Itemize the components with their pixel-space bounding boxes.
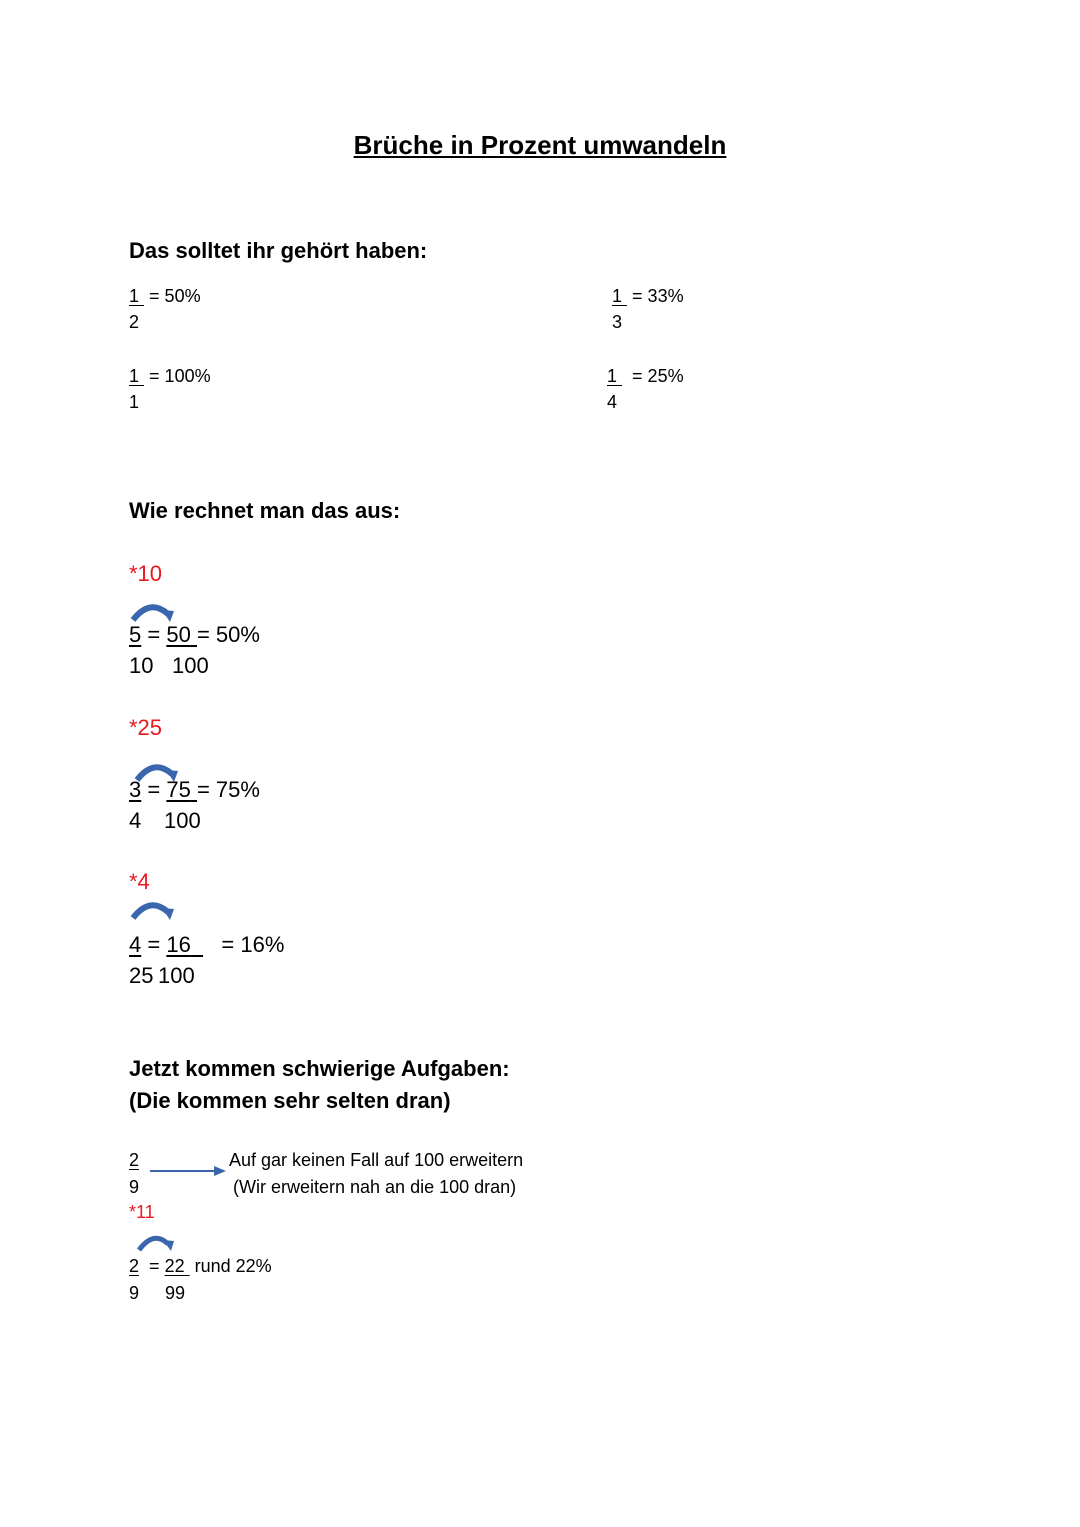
equals: = [147,932,161,957]
numerator-1: 2 [129,1256,140,1276]
denominator: 1 [129,392,140,412]
numerator-2: 50 [166,622,191,647]
numerator-2: 75 [166,777,191,802]
note-line-2: (Wir erweitern nah an die 100 dran) [233,1177,517,1197]
numerator: 1 [129,286,140,306]
denominator-2: 99 [165,1283,186,1303]
result: = 100% [149,366,211,386]
result: = 50% [196,622,260,647]
equals: = [147,622,161,647]
equals: = [147,777,161,802]
numerator-2: 22 [164,1256,185,1276]
denominator: 3 [612,312,623,332]
numerator-1: 5 [129,622,142,647]
denominator-1: 25 [129,963,154,988]
curved-arrow-icon [134,1232,178,1252]
denominator-2: 100 [172,653,209,678]
denominator-1: 4 [129,808,142,833]
factor-label: *10 [129,561,163,586]
equals: = [149,1256,160,1276]
section-heading-known: Das solltet ihr gehört haben: [129,238,428,263]
note-line-1: Auf gar keinen Fall auf 100 erweitern [229,1150,524,1170]
result: = 50% [149,286,201,306]
result: = 75% [196,777,260,802]
numerator-2: 16 [166,932,191,957]
numerator-1: 3 [129,777,142,802]
curved-arrow-icon [128,600,178,624]
result: rund 22% [194,1256,272,1276]
numerator: 1 [607,366,618,386]
section-subheading-rare: (Die kommen sehr selten dran) [129,1088,451,1113]
section-heading-how: Wie rechnet man das aus: [129,498,401,523]
section-heading-hard: Jetzt kommen schwierige Aufgaben: [129,1056,510,1081]
page-title: Brüche in Prozent umwandeln [353,130,727,160]
denominator: 4 [607,392,618,412]
factor-label: *25 [129,715,163,740]
denominator-2: 100 [164,808,201,833]
denominator: 2 [129,312,140,332]
result: = 33% [632,286,684,306]
curved-arrow-icon [128,898,178,922]
denominator-2: 100 [158,963,195,988]
numerator: 1 [129,366,140,386]
denominator-1: 9 [129,1283,140,1303]
factor-label: *11 [129,1202,155,1222]
result: = 16% [221,932,285,957]
numerator: 1 [612,286,623,306]
factor-label: *4 [129,869,150,894]
numerator: 2 [129,1150,140,1170]
denominator-1: 10 [129,653,154,678]
result: = 25% [632,366,684,386]
right-arrow-icon [148,1163,228,1179]
denominator: 9 [129,1177,140,1197]
numerator-1: 4 [129,932,142,957]
